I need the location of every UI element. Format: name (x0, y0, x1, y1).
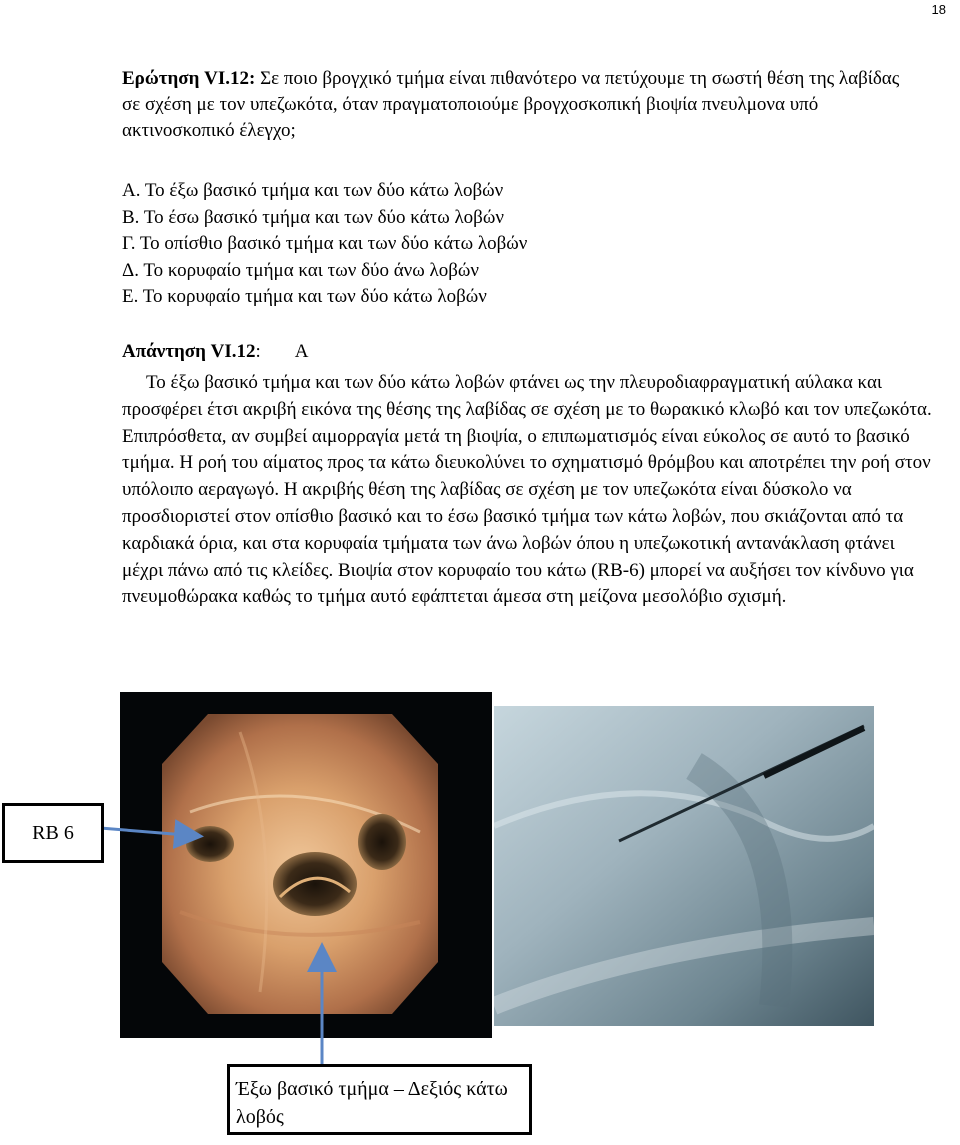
option-d: Δ. Το κορυφαίο τμήμα και των δύο άνω λοβών (122, 259, 479, 281)
question-text: Σε ποιο βρογχικό τμήμα είναι πιθανότερο να πετύχουμε τη σωστή θέση της λαβίδας σε σχέση με τον υπεζωκότα, όταν πραγματοποιούμε βρογχοσκοπική βιοψία πνευλμονα υπό ακτινοσκοπικό έλεγχο; (122, 68, 900, 141)
lateral-basal-callout: Έξω βασικό τμήμα – Δεξιός κάτω λοβός (227, 1064, 532, 1135)
rb6-callout: RB 6 (2, 803, 104, 863)
option-a: Α. Το έξω βασικό τμήμα και των δύο κάτω λοβών (122, 180, 504, 201)
answer-colon: : (255, 341, 261, 362)
answer-explanation: Το έξω βασικό τμήμα και των δύο κάτω λοβών φτάνει ως την πλευροδιαφραγματική αύλακα και προσφέρει έτσι ακριβή εικόνα της θέσης της λαβίδας σε σχέση με το θωρακικό κλωβό και τον υπεζωκότα. Επιπρόσθετα, αν συμβεί αιμορραγία μετά τη βιοψία, ο επιπωματισμός είναι εύκολος σε αυτό το βασικό τμήμα. Η ροή του αίματος προς τα κάτω διευκολύνει το σχηματισμό θρόμβου και αποτρέπει την ροή στον υπόλοιπο αεραγωγό. Η ακριβής θέση της λαβίδας σε σχέση με τον υπεζωκότα είναι δύσκολο να προσδιοριστεί στον οπίσθιο βασικό και το έσω βασικό τμήμα των κάτω λοβών, που σκιάζονται από τα καρδιακά όρια, και στα κορυφαία τμήματα των άνω λοβών όπου η υπεζωκοτική αντανάκλαση φτάνει μέχρι πάνω από τις κλείδες. Βιοψία στον κορυφαίο του κάτω (RB-6) μπορεί να αυξήσει τον κίνδυνο για πνευμοθώρακα καθώς το τμήμα αυτό εφάπτεται άμεσα στη μείζονα μεσολόβιο σχισμή. (122, 372, 932, 608)
question-label: Ερώτηση VI.12: (122, 68, 256, 89)
answer-label: Απάντηση VI.12 (122, 341, 256, 362)
option-c: Γ. Το οπίσθιο βασικό τμήμα και των δύο κάτω λοβών (122, 233, 528, 254)
option-b: Β. Το έσω βασικό τμήμα και των δύο κάτω λοβών (122, 206, 504, 228)
page-number: 18 (931, 2, 946, 17)
option-e: Ε. Το κορυφαίο τμήμα και των δύο κάτω λοβών (122, 286, 487, 307)
answer-letter: Α (294, 341, 309, 362)
